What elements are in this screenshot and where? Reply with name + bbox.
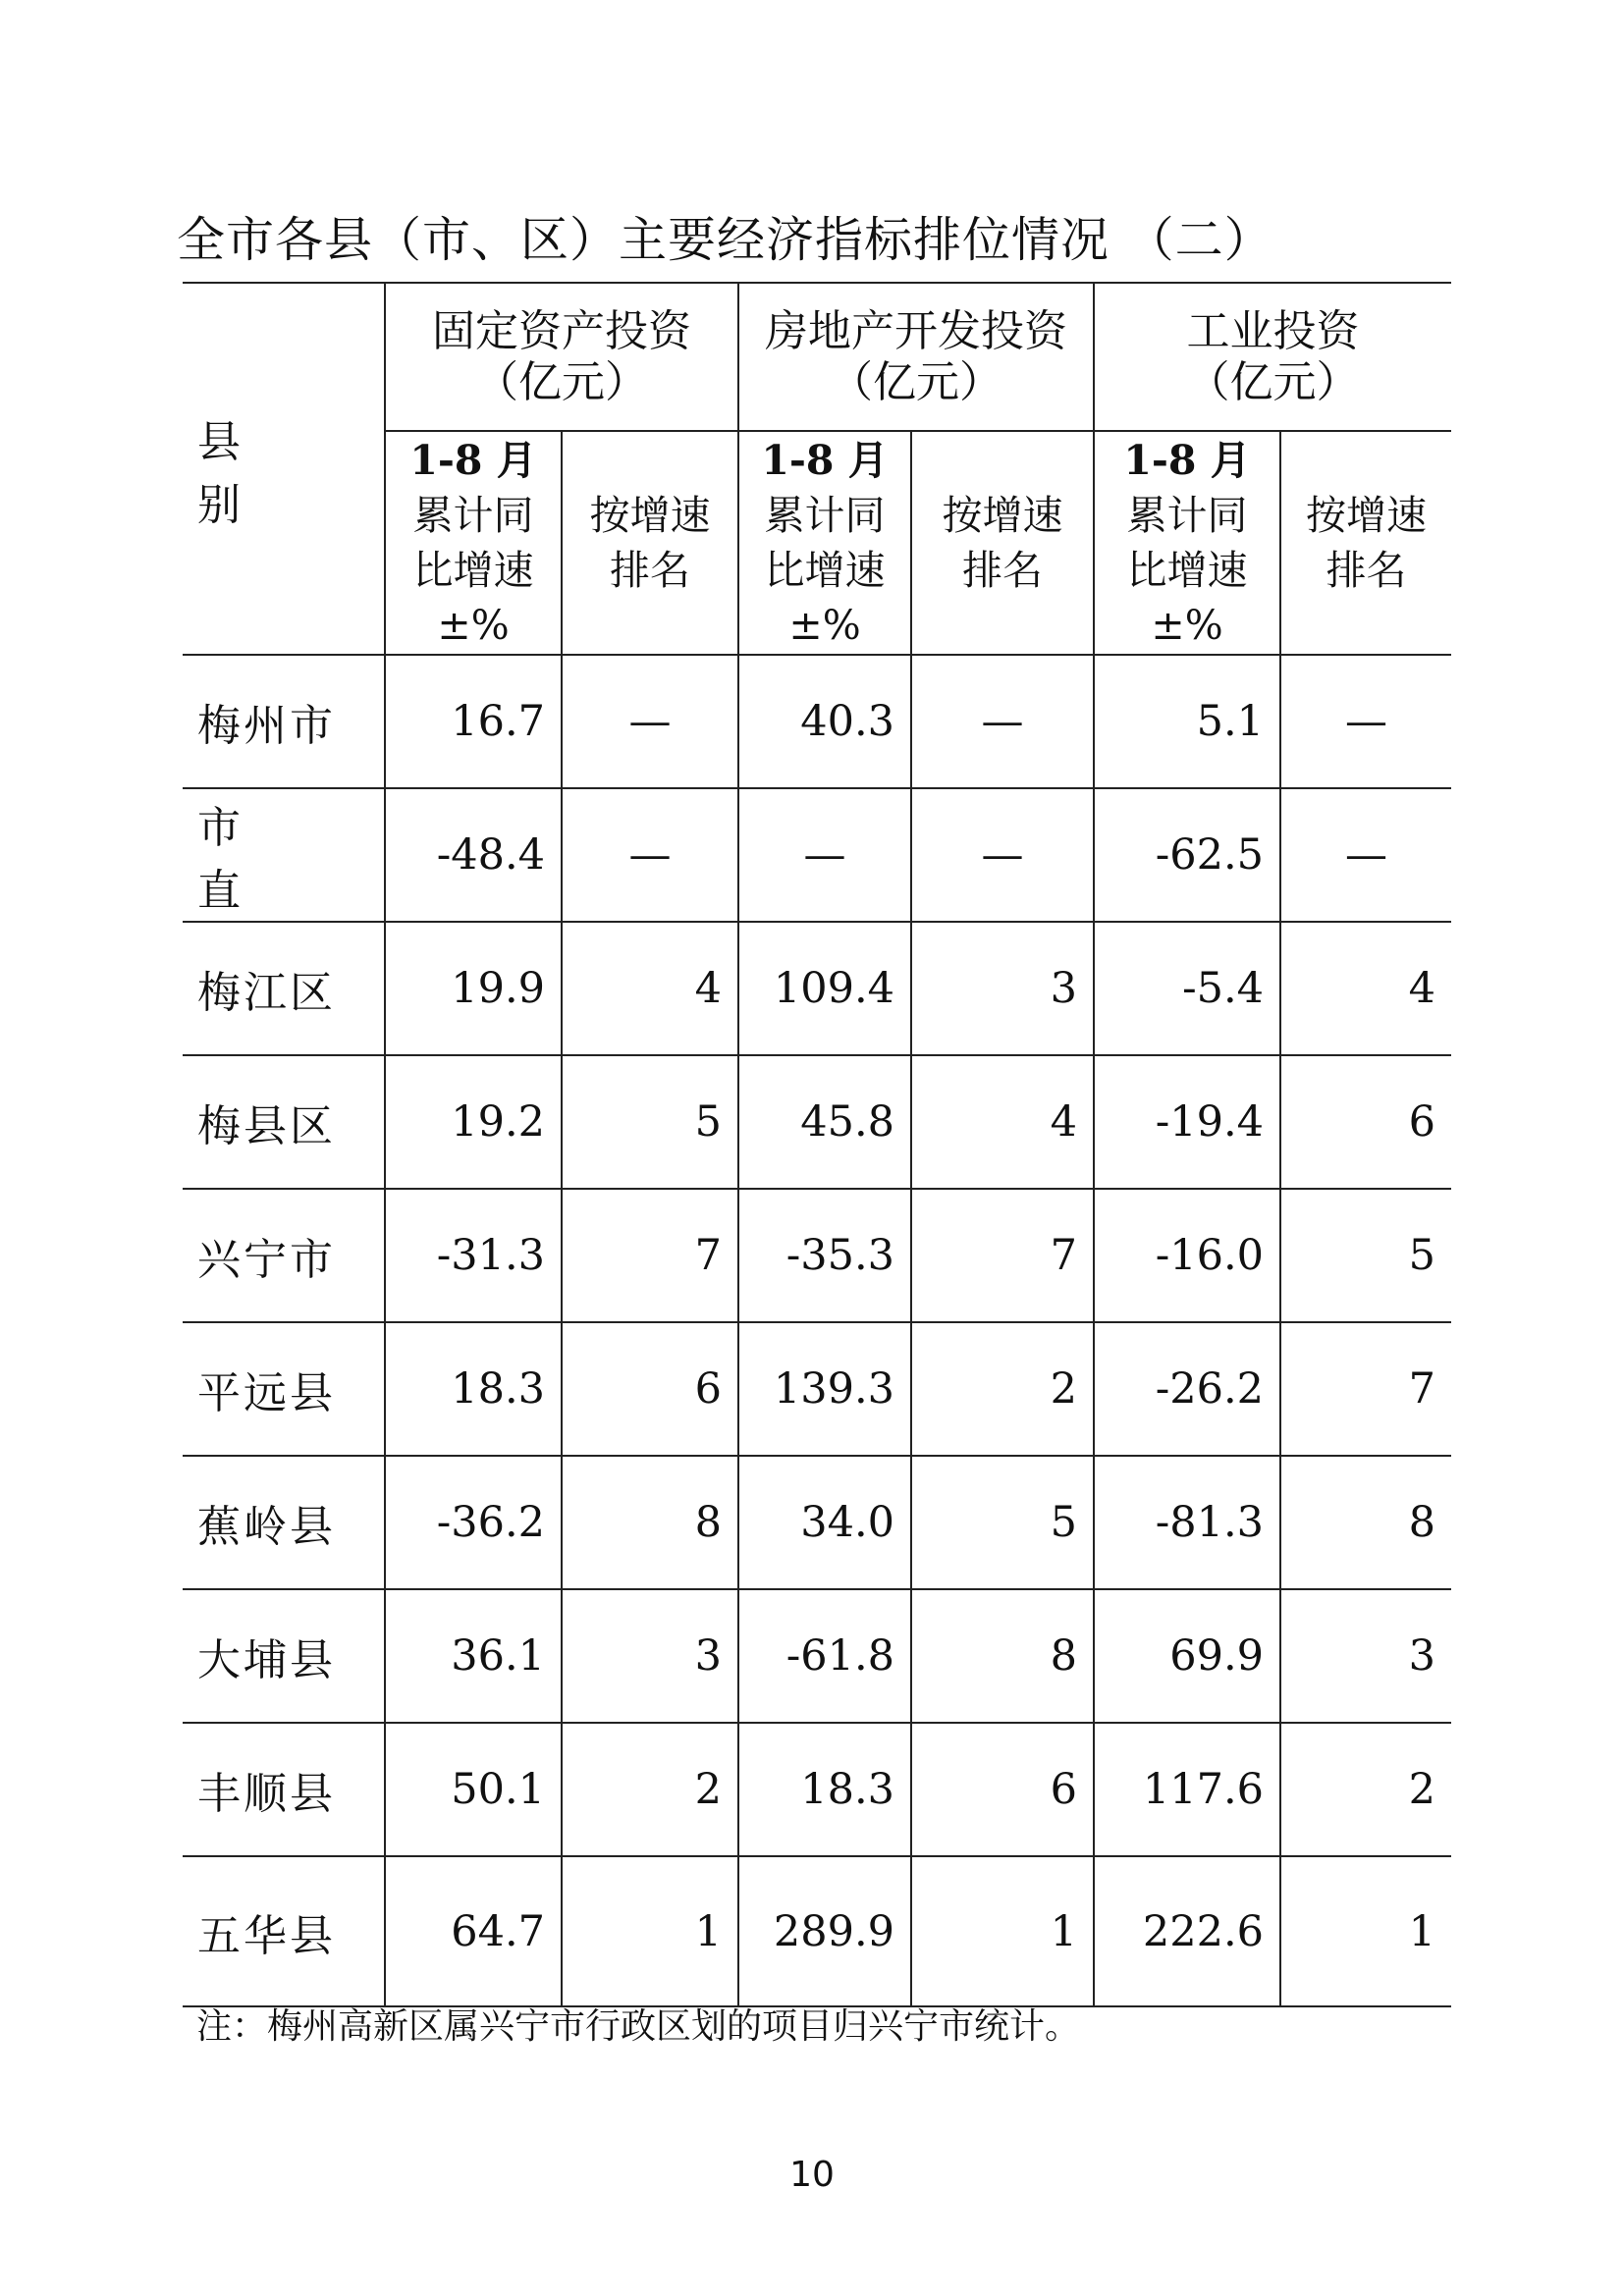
- county-name: 大埔县: [183, 1589, 385, 1723]
- table-row: [183, 1189, 1451, 1322]
- group-name: 房地产开发投资: [765, 305, 1067, 356]
- page-title: 全市各县（市、区）主要经济指标排位情况 （二）: [177, 212, 1273, 268]
- fixed-asset-rank: 2: [562, 1723, 738, 1856]
- fixed-asset-rank: —: [562, 788, 738, 922]
- fixed-asset-growth: 50.1: [385, 1723, 562, 1856]
- industrial-growth: -62.5: [1094, 788, 1280, 922]
- fixed-asset-growth: 19.2: [385, 1055, 562, 1189]
- industrial-rank: 7: [1280, 1322, 1451, 1456]
- real-estate-rank: —: [911, 788, 1094, 922]
- real-estate-rank: 5: [911, 1456, 1094, 1589]
- group-header-real-estate-investment: [738, 283, 1094, 431]
- real-estate-rank: 1: [911, 1856, 1094, 2006]
- page-number: 10: [789, 2155, 835, 2195]
- fixed-asset-growth: -36.2: [385, 1456, 562, 1589]
- real-estate-growth: 18.3: [738, 1723, 911, 1856]
- county-name: 丰顺县: [183, 1723, 385, 1856]
- county-column-header: 县 别: [183, 283, 385, 655]
- industrial-rank: 3: [1280, 1589, 1451, 1723]
- fixed-asset-growth: 64.7: [385, 1856, 562, 2006]
- industrial-rank: 4: [1280, 922, 1451, 1055]
- county-name: 梅州市: [183, 655, 385, 788]
- industrial-growth: -16.0: [1094, 1189, 1280, 1322]
- fixed-asset-rank: 4: [562, 922, 738, 1055]
- group-name: 工业投资: [1186, 305, 1360, 356]
- group-header-industrial-investment: [1094, 283, 1451, 431]
- fixed-asset-growth: 18.3: [385, 1322, 562, 1456]
- table-row: [183, 655, 1451, 788]
- industrial-rank: 5: [1280, 1189, 1451, 1322]
- fixed-asset-rank: 7: [562, 1189, 738, 1322]
- fixed-asset-rank: 8: [562, 1456, 738, 1589]
- subheader-growth-rank: 按增速 排名: [911, 431, 1094, 655]
- county-name: 梅县区: [183, 1055, 385, 1189]
- footnote: 注：梅州高新区属兴宁市行政区划的项目归兴宁市统计。: [196, 2006, 1081, 2047]
- table-row: [183, 1322, 1451, 1456]
- table-row: [183, 922, 1451, 1055]
- group-unit: （亿元）: [1186, 356, 1360, 407]
- industrial-growth: 117.6: [1094, 1723, 1280, 1856]
- industrial-growth: -19.4: [1094, 1055, 1280, 1189]
- fixed-asset-growth: 16.7: [385, 655, 562, 788]
- fixed-asset-growth: 36.1: [385, 1589, 562, 1723]
- industrial-growth: 5.1: [1094, 655, 1280, 788]
- fixed-asset-rank: —: [562, 655, 738, 788]
- industrial-rank: 6: [1280, 1055, 1451, 1189]
- industrial-growth: -81.3: [1094, 1456, 1280, 1589]
- fixed-asset-rank: 3: [562, 1589, 738, 1723]
- industrial-rank: 2: [1280, 1723, 1451, 1856]
- period-label: 1-8 月: [1123, 437, 1251, 484]
- subheader-growth-rate: 1-8 月 累计同 比增速 ±%: [738, 431, 911, 655]
- group-unit: （亿元）: [830, 356, 1002, 407]
- group-name: 固定资产投资: [432, 305, 691, 356]
- county-name: 兴宁市: [183, 1189, 385, 1322]
- industrial-rank: 1: [1280, 1856, 1451, 2006]
- fixed-asset-growth: 19.9: [385, 922, 562, 1055]
- table-row: [183, 1589, 1451, 1723]
- real-estate-rank: 3: [911, 922, 1094, 1055]
- real-estate-growth: 109.4: [738, 922, 911, 1055]
- group-header-fixed-asset-investment: [385, 283, 738, 431]
- fixed-asset-rank: 6: [562, 1322, 738, 1456]
- fixed-asset-growth: -31.3: [385, 1189, 562, 1322]
- industrial-growth: 222.6: [1094, 1856, 1280, 2006]
- economic-indicators-table: [183, 282, 1451, 2007]
- industrial-growth: -5.4: [1094, 922, 1280, 1055]
- fixed-asset-growth: -48.4: [385, 788, 562, 922]
- industrial-rank: 8: [1280, 1456, 1451, 1589]
- real-estate-growth: -61.8: [738, 1589, 911, 1723]
- subheader-growth-rank: 按增速 排名: [562, 431, 738, 655]
- real-estate-growth: -35.3: [738, 1189, 911, 1322]
- real-estate-rank: 4: [911, 1055, 1094, 1189]
- real-estate-growth: 40.3: [738, 655, 911, 788]
- industrial-rank: —: [1280, 788, 1451, 922]
- fixed-asset-rank: 5: [562, 1055, 738, 1189]
- header-row-groups: [183, 283, 1451, 431]
- real-estate-growth: 45.8: [738, 1055, 911, 1189]
- real-estate-rank: 2: [911, 1322, 1094, 1456]
- real-estate-growth: 139.3: [738, 1322, 911, 1456]
- real-estate-rank: 8: [911, 1589, 1094, 1723]
- county-name: 蕉岭县: [183, 1456, 385, 1589]
- real-estate-growth: —: [738, 788, 911, 922]
- real-estate-rank: —: [911, 655, 1094, 788]
- group-unit: （亿元）: [475, 356, 648, 407]
- industrial-growth: -26.2: [1094, 1322, 1280, 1456]
- county-name: 五华县: [183, 1856, 385, 2006]
- subheader-growth-rank: 按增速 排名: [1280, 431, 1451, 655]
- fixed-asset-rank: 1: [562, 1856, 738, 2006]
- real-estate-rank: 7: [911, 1189, 1094, 1322]
- subheader-growth-rate: 1-8 月 累计同 比增速 ±%: [1094, 431, 1280, 655]
- real-estate-growth: 34.0: [738, 1456, 911, 1589]
- subheader-growth-rate: 1-8 月 累计同 比增速 ±%: [385, 431, 562, 655]
- real-estate-growth: 289.9: [738, 1856, 911, 2006]
- table-row: [183, 788, 1451, 922]
- real-estate-rank: 6: [911, 1723, 1094, 1856]
- table-row: [183, 1856, 1451, 2006]
- industrial-rank: —: [1280, 655, 1451, 788]
- table-row: [183, 1723, 1451, 1856]
- county-name: 梅江区: [183, 922, 385, 1055]
- period-label: 1-8 月: [409, 437, 537, 484]
- county-name: 平远县: [183, 1322, 385, 1456]
- table-row: [183, 1055, 1451, 1189]
- industrial-growth: 69.9: [1094, 1589, 1280, 1723]
- period-label: 1-8 月: [761, 437, 889, 484]
- county-name: 市 直: [183, 788, 385, 922]
- table-row: [183, 1456, 1451, 1589]
